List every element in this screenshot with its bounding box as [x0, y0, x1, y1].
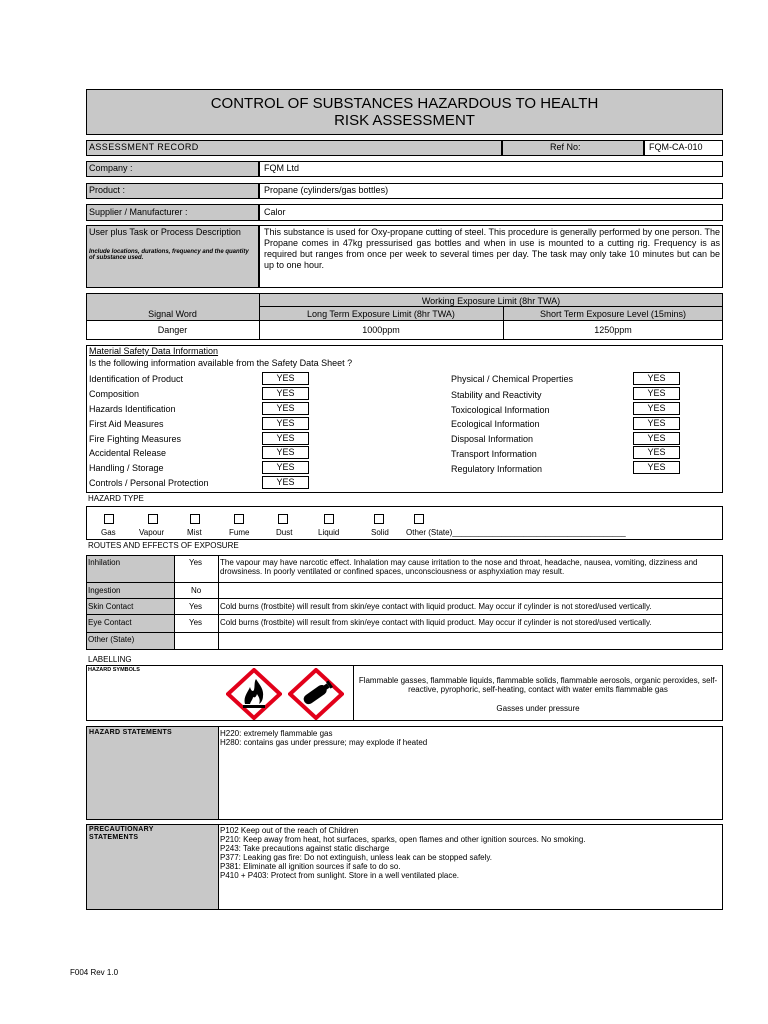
precautionary-statement: P210: Keep away from heat, hot surfaces, sparks, open flames and other ignition sources. No smoking. [220, 835, 586, 844]
hazard-type-section [86, 506, 723, 540]
msds-right-label: Disposal Information [451, 434, 534, 444]
precautionary-statement: P381: Eliminate all ignition sources if safe to do so. [220, 862, 401, 871]
page-title-line1: CONTROL OF SUBSTANCES HAZARDOUS TO HEALTH [210, 95, 599, 112]
ref-no-label: Ref No: [550, 142, 581, 152]
hazard-type-label: Gas [101, 528, 116, 537]
route-effect: Cold burns (frostbite) will result from skin/eye contact with liquid product. May occur if cylinder is not stored/used vertically. [220, 602, 652, 611]
supplier-value: Calor [264, 207, 286, 217]
hazard-type-title: HAZARD TYPE [88, 494, 144, 503]
short-term-value: 1250ppm [594, 325, 632, 335]
labelling-description-pressure: Gasses under pressure [496, 704, 580, 713]
route-effect: Cold burns (frostbite) will result from skin/eye contact with liquid product. May occur if cylinder is not stored/used vertically. [220, 618, 652, 627]
route-flag: Yes [189, 558, 203, 567]
ref-no-value: FQM-CA-010 [649, 142, 703, 152]
hazard-type-label: Solid [371, 528, 389, 537]
labelling-description: Flammable gasses, flammable liquids, flammable solids, flammable aerosols, organic peroxides, self-reactive, pyrophoric, self-heating, contact with water emits flammable gas [358, 676, 718, 695]
company-value-cell [259, 161, 723, 177]
precautionary-statement: P377: Leaking gas fire: Do not extinguish, unless leak can be stopped safely. [220, 853, 493, 862]
page-title-line2: RISK ASSESSMENT [334, 112, 475, 129]
msds-right-label: Physical / Chemical Properties [451, 374, 574, 384]
form-revision: F004 Rev 1.0 [70, 968, 119, 977]
hazard-type-checkbox-vapour[interactable] [148, 514, 158, 524]
hazard-statement: H220: extremely flammable gas [220, 729, 333, 738]
hazard-type-checkbox-gas[interactable] [104, 514, 114, 524]
task-sublabel: Include locations, durations, frequency and the quantity of substance used. [89, 249, 249, 262]
hazard-type-label: Mist [187, 528, 202, 537]
msds-left-label: Accidental Release [89, 448, 167, 458]
route-name: Inhilation [88, 558, 121, 567]
msds-right-label: Toxicological Information [451, 405, 550, 415]
flame-pictogram-icon [226, 668, 282, 720]
product-label: Product : [89, 185, 126, 195]
hazard-type-label: Fume [229, 528, 250, 537]
msds-left-label: Fire Fighting Measures [89, 434, 182, 444]
msds-right-yes: YES [633, 461, 680, 474]
msds-left-label: First Aid Measures [89, 419, 164, 429]
msds-right-label: Regulatory Information [451, 464, 543, 474]
hazard-statements-label-bg [87, 727, 218, 819]
hazard-statement: H280: contains gas under pressure; may explode if heated [220, 738, 428, 747]
task-description: This substance is used for Oxy-propane cutting of steel. This procedure is generally performed by one person. The Propane comes in 47kg pressurised gas bottles and when in use is mounted to a cutting rig. Frequency is as required but ranges from once per week to several times per day. The task may only take 10 minutes but can be up to one hour. [264, 227, 720, 270]
msds-left-label: Controls / Personal Protection [89, 478, 209, 488]
msds-left-yes: YES [262, 461, 309, 474]
route-name: Other (State) [88, 635, 135, 644]
precautionary-statement: P243: Take precautions against static discharge [220, 844, 390, 853]
hazard-type-checkbox-other[interactable] [414, 514, 424, 524]
short-term-header: Short Term Exposure Level (15mins) [540, 309, 686, 319]
msds-left-yes: YES [262, 402, 309, 415]
msds-right-yes: YES [633, 387, 680, 400]
signal-word-value: Danger [157, 325, 188, 335]
msds-left-yes: YES [262, 372, 309, 385]
msds-left-label: Identification of Product [89, 374, 184, 384]
hazard-symbols-label: HAZARD SYMBOLS [88, 667, 140, 673]
exposure-group-header: Working Exposure Limit (8hr TWA) [421, 296, 561, 306]
precautionary-label: PRECAUTIONARY STATEMENTS [89, 826, 154, 842]
msds-left-yes: YES [262, 432, 309, 445]
msds-left-label: Handling / Storage [89, 463, 164, 473]
hazard-type-label: Dust [276, 528, 293, 537]
signal-word-header: Signal Word [148, 309, 197, 319]
hazard-type-checkbox-dust[interactable] [278, 514, 288, 524]
msds-left-label: Composition [89, 389, 140, 399]
hazard-type-label: Liquid [318, 528, 340, 537]
routes-title: ROUTES AND EFFECTS OF EXPOSURE [88, 541, 239, 550]
msds-right-yes: YES [633, 446, 680, 459]
msds-right-yes: YES [633, 432, 680, 445]
msds-left-label: Hazards Identification [89, 404, 176, 414]
msds-right-yes: YES [633, 372, 680, 385]
msds-right-label: Stability and Reactivity [451, 390, 542, 400]
company-label: Company : [89, 163, 133, 173]
supplier-label: Supplier / Manufacturer : [89, 207, 188, 217]
route-flag: Yes [189, 602, 203, 611]
gas-cylinder-pictogram-icon [288, 668, 344, 720]
route-flag: Yes [189, 618, 203, 627]
route-name: Eye Contact [88, 618, 132, 627]
hazard-type-checkbox-liquid[interactable] [324, 514, 334, 524]
route-effect: The vapour may have narcotic effect. Inhalation may cause irritation to the nose and throat, headache, nausea, vomiting, dizziness and drowsiness. In poorly ventilated or confined spaces, unconsciousness or asphyxiation may result. [220, 558, 698, 577]
msds-right-yes: YES [633, 417, 680, 430]
route-flag: No [191, 586, 202, 595]
assessment-record-label: ASSESSMENT RECORD [89, 142, 199, 152]
hazard-type-label: Other (State)_______________________________________ [406, 528, 626, 537]
hazard-type-checkbox-solid[interactable] [374, 514, 384, 524]
task-label: User plus Task or Process Description [89, 227, 241, 237]
product-value: Propane (cylinders/gas bottles) [264, 185, 389, 195]
msds-right-label: Transport Information [451, 449, 537, 459]
company-value: FQM Ltd [264, 163, 300, 173]
msds-left-yes: YES [262, 417, 309, 430]
msds-title: Material Safety Data Information [89, 346, 219, 356]
precautionary-statement: P410 + P403: Protect from sunlight. Store in a well ventilated place. [220, 871, 460, 880]
long-term-header: Long Term Exposure Limit (8hr TWA) [307, 309, 455, 319]
msds-right-label: Ecological Information [451, 419, 540, 429]
msds-left-yes: YES [262, 476, 309, 489]
precautionary-statement: P102 Keep out of the reach of Children [220, 826, 359, 835]
supplier-value-cell [259, 204, 723, 221]
hazard-type-checkbox-fume[interactable] [234, 514, 244, 524]
msds-right-yes: YES [633, 402, 680, 415]
route-name: Skin Contact [88, 602, 134, 611]
hazard-type-label: Vapour [139, 528, 165, 537]
msds-left-yes: YES [262, 387, 309, 400]
route-name: Ingestion [88, 586, 121, 595]
long-term-value: 1000ppm [362, 325, 400, 335]
msds-question: Is the following information available from the Safety Data Sheet ? [89, 358, 353, 368]
hazard-statements-label: HAZARD STATEMENTS [89, 729, 173, 736]
labelling-title: LABELLING [88, 655, 132, 664]
hazard-type-checkbox-mist[interactable] [190, 514, 200, 524]
msds-left-yes: YES [262, 446, 309, 459]
